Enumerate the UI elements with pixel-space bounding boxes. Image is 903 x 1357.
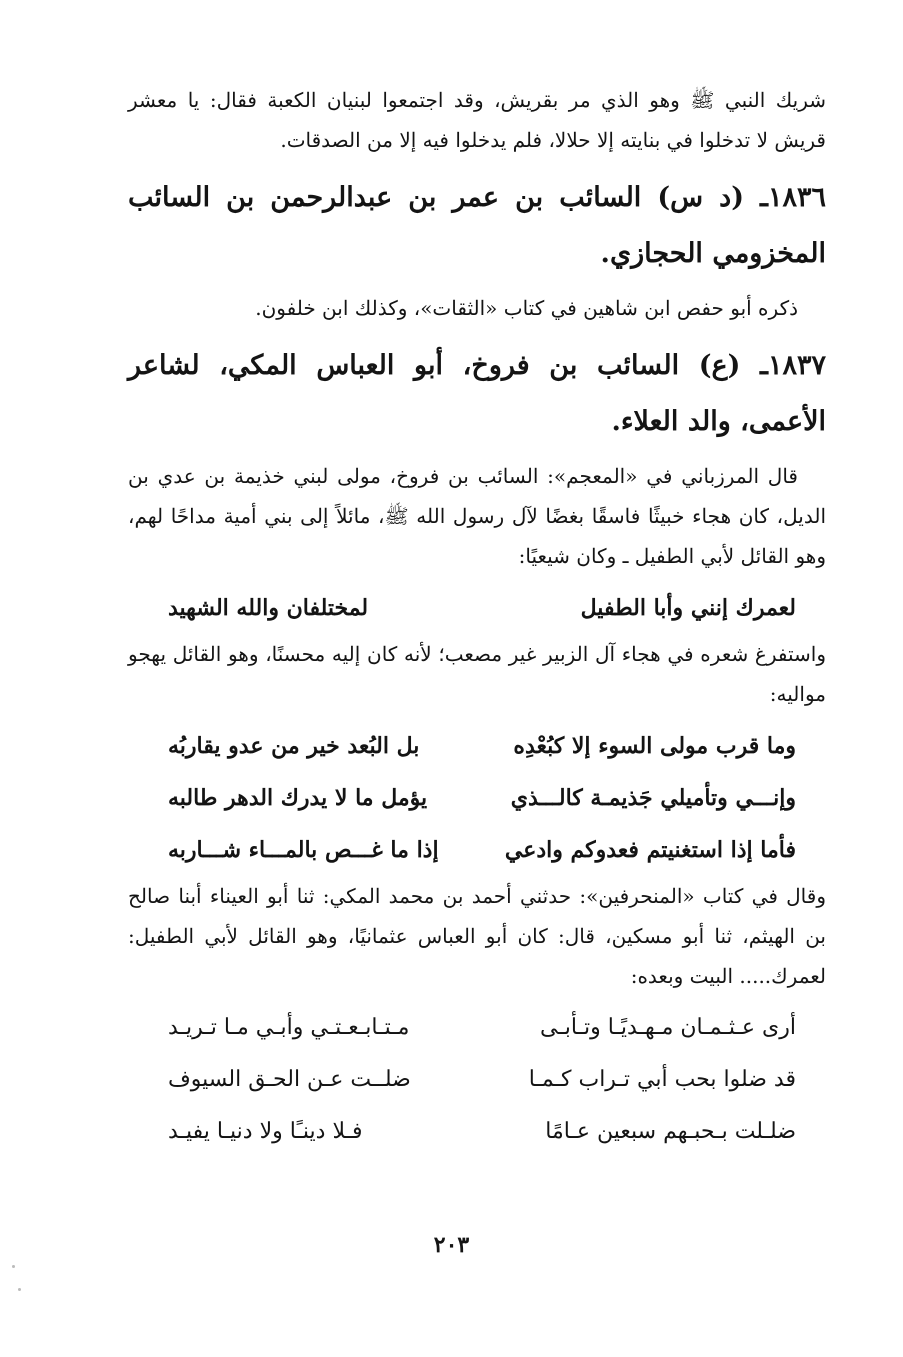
entry-1837-heading: ١٨٣٧ـ (ع) السائب بن فروخ، أبو العباس المكي، لشاعر الأعمى، والد العلاء.	[128, 350, 826, 437]
verse-second-hemistich: يؤمل ما لا يدرك الدهر طالبه	[168, 785, 428, 811]
entry-1837-paragraph-3: وقال في كتاب «المنحرفين»: حدثني أحمد بن محمد المكي: ثنا أبو العيناء أبنا صالح بن الهيثم، ثنا أبو مسكين، قال: كان أبو العباس عثمانيًا، وهو القائل لأبي الطفيل: لعمرك..... البيت وبعده:	[128, 884, 826, 988]
page-number: ٢٠٣	[433, 1232, 470, 1258]
verse-line	[128, 1106, 826, 1158]
verse-second-hemistich: فـلا دينـًا ولا دنيـا يفيـد	[168, 1119, 363, 1144]
intro-paragraph: شريك النبي ﷺ وهو الذي مر بقريش، وقد اجتمعوا لبنيان الكعبة فقال: يا معشر قريش لا تدخلوا في بنايته إلا حلالا، فلم يدخلوا فيه إلا من الصدقات.	[128, 88, 826, 152]
scan-speck	[12, 1265, 15, 1268]
entry-1836-text: ذكره أبو حفص ابن شاهين في كتاب «الثقات»، وكذلك ابن خلفون.	[255, 296, 798, 320]
verse-line	[128, 824, 826, 876]
verse-line	[128, 720, 826, 772]
verse-first-hemistich: لعمرك إنني وأبا الطفيل	[580, 595, 796, 621]
verse-second-hemistich: لمختلفان والله الشهيد	[168, 595, 369, 621]
verse-first-hemistich: ضلـلت بـحبـهم سبعين عـامًا	[545, 1119, 796, 1144]
verse-first-hemistich: وما قرب مولى السوء إلا كبُعْدِه	[513, 733, 796, 759]
verse-first-hemistich: وإنـــي وتأميلي جَذيمـة كالـــذي	[510, 785, 796, 811]
book-page	[128, 80, 826, 1158]
verse-first-hemistich: فأما إذا استغنيتم فعدوكم وادعي	[504, 837, 796, 863]
verse-line	[128, 1054, 826, 1106]
entry-1837-paragraph-1: قال المرزباني في «المعجم»: السائب بن فروخ، مولى لبني خذيمة بن عدي بن الديل، كان هجاء خبيثًا فاسقًا بغضًا لآل رسول الله ﷺ، مائلاً إلى بني أمية مداحًا لهم، وهو القائل لأبي الطفيل ـ وكان شيعيًا:	[128, 464, 827, 568]
scan-speck	[18, 1288, 21, 1291]
verse-second-hemistich: ضلــت عـن الحـق السيوف	[168, 1067, 411, 1092]
verse-line	[128, 772, 826, 824]
verse-second-hemistich: بل البُعد خير من عدو يقاربُه	[168, 733, 420, 759]
entry-1837-paragraph-2: واستفرغ شعره في هجاء آل الزبير غير مصعب؛ لأنه كان إليه محسنًا، وهو القائل يهجو مواليه:	[128, 642, 826, 706]
verse-first-hemistich: أرى عـثـمـان مـهـديًـا وتـأبـى	[539, 1015, 796, 1040]
verse-line	[128, 1002, 826, 1054]
verse-second-hemistich: مـتـابـعـتـي وأبـي مـا تـريـد	[168, 1015, 410, 1040]
entry-1836-heading: ١٨٣٦ـ (د س) السائب بن عمر بن عبدالرحمن بن السائب المخزومي الحجازي.	[128, 182, 826, 269]
verse-first-hemistich: قد ضلوا بحب أبي تـراب كـمـا	[528, 1067, 796, 1092]
verse-second-hemistich: إذا ما غـــص بالمـــاء شـــاربه	[168, 837, 439, 863]
verse-line	[128, 582, 826, 634]
